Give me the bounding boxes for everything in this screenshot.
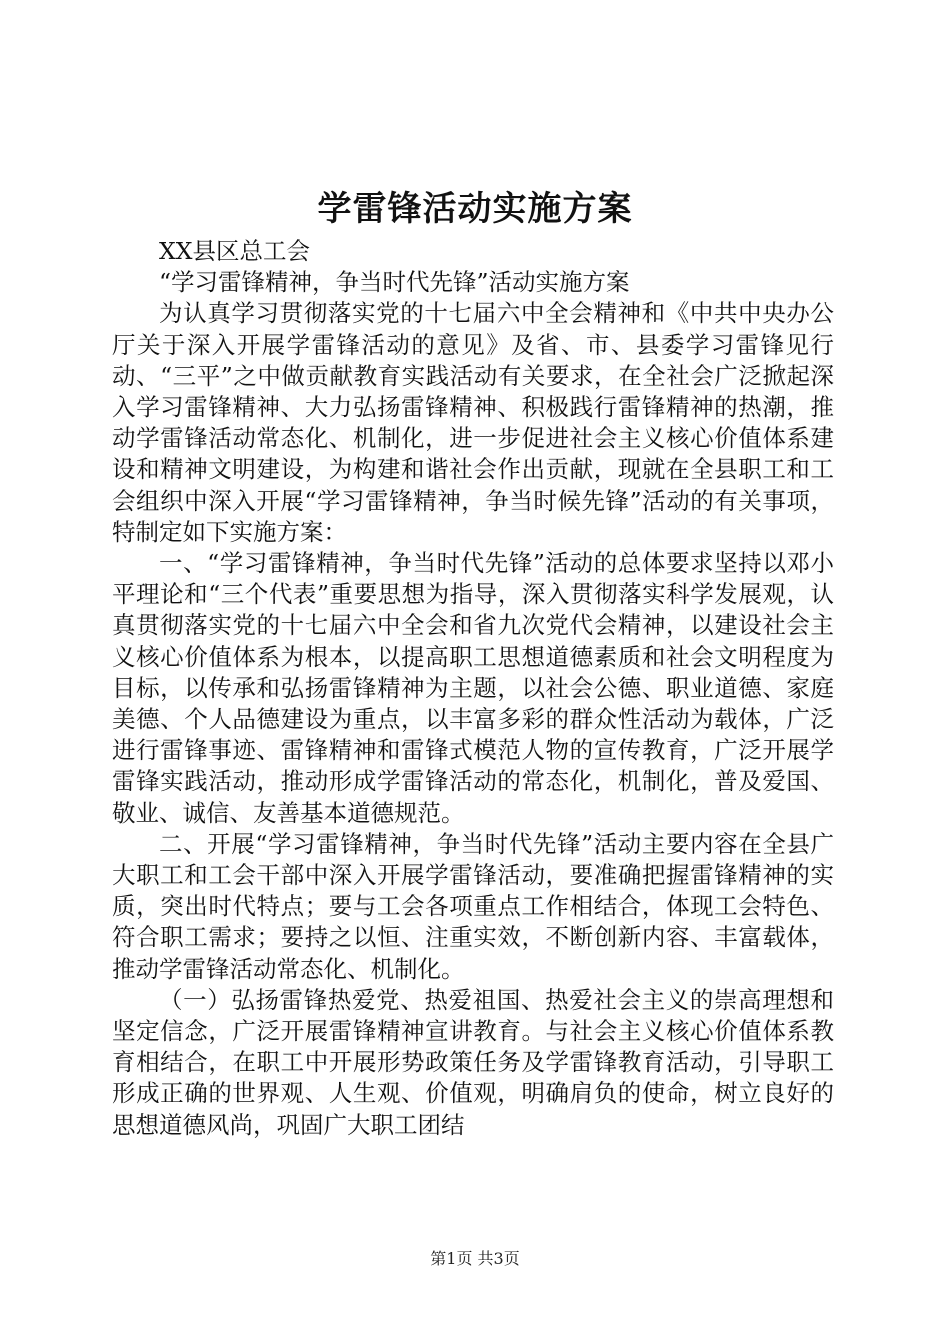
paragraph-section-two: 二、开展“学习雷锋精神，争当时代先锋”活动主要内容在全县广大职工和工会干部中深入开展学雷锋活动，要准确把握雷锋精神的实质，突出时代特点；要与工会各项重点工作相结合，体现工会特色、符合职工需求；要持之以恒、注重实效，不断创新内容、丰富载体，推动学雷锋活动常态化、机制化。 (112, 829, 834, 983)
paragraph-section-one: 一、“学习雷锋精神，争当时代先锋”活动的总体要求坚持以邓小平理论和“三个代表”重要思想为指导，深入贯彻落实科学发展观，认真贯彻落实党的十七届六中全会和省九次党代会精神，以建设社会主义核心价值体系为根本，以提高职工思想道德素质和社会文明程度为目标，以传承和弘扬雷锋精神为主题，以社会公德、职业道德、家庭美德、个人品德建设为重点，以丰富多彩的群众性活动为载体，广泛进行雷锋事迹、雷锋精神和雷锋式模范人物的宣传教育，广泛开展学雷锋实践活动，推动形成学雷锋活动的常态化，机制化，普及爱国、敬业、诚信、友善基本道德规范。 (112, 549, 834, 827)
paragraph-organization: XX县区总工会 (159, 237, 310, 265)
document-title: 学雷锋活动实施方案 (317, 189, 633, 229)
paragraph-intro: 为认真学习贯彻落实党的十七届六中全会精神和《中共中央办公厅关于深入开展学雷锋活动的意见》及省、市、县委学习雷锋见行动、“三平”之中做贡献教育实践活动有关要求，在全社会广泛掀起深入学习雷锋精神、大力弘扬雷锋精神、积极践行雷锋精神的热潮，推动学雷锋活动常态化、机制化，进一步促进社会主义核心价值体系建设和精神文明建设，为构建和谐社会作出贡献，现就在全县职工和工会组织中深入开展“学习雷锋精神，争当时候先锋”活动的有关事项，特制定如下实施方案： (112, 299, 834, 546)
document-body (112, 236, 834, 1141)
paragraph-item-one: （一）弘扬雷锋热爱党、热爱祖国、热爱社会主义的崇高理想和坚定信念，广泛开展雷锋精神宣讲教育。与社会主义核心价值体系教育相结合，在职工中开展形势政策任务及学雷锋教育活动，引导职工形成正确的世界观、人生观、价值观，明确肩负的使命，树立良好的思想道德风尚，巩固广大职工团结 (112, 985, 834, 1139)
page-number-footer: 第1页 共3页 (430, 1249, 520, 1268)
paragraph-subtitle: “学习雷锋精神，争当时代先锋”活动实施方案 (159, 268, 630, 297)
